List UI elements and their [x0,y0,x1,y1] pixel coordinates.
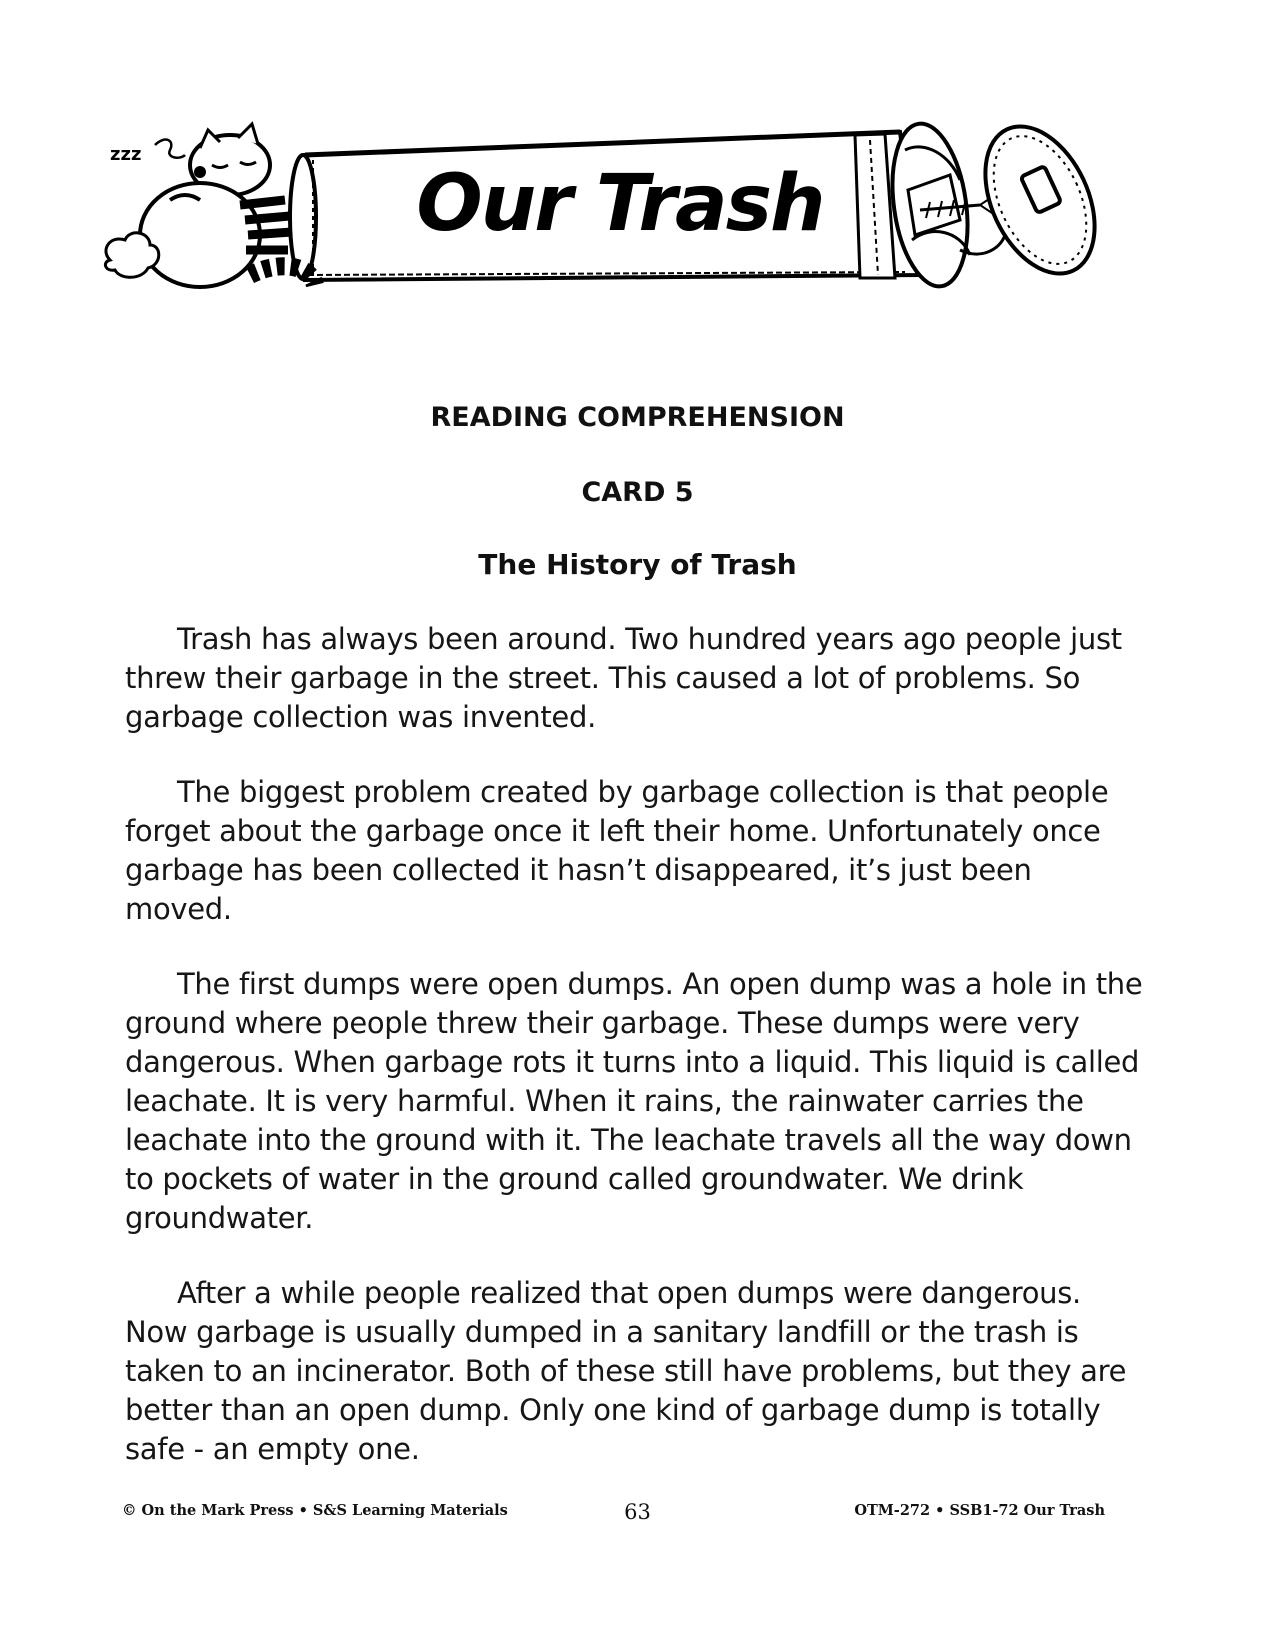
reading-passage [125,620,1145,1505]
section-heading: READING COMPREHENSION [430,402,845,433]
story-title: The History of Trash [478,548,797,581]
paragraph: Trash has always been around. Two hundred years ago people just threw their garbage in the street. This caused a lot of problems. So garbage collection was invented. [125,622,1122,734]
svg-text:zzz: zzz [110,144,142,165]
paragraph: The biggest problem created by garbage collection is that people forget about the garbage once it left their home. Unfortunately once garbage has been collected it hasn’t disappeared, it’s just been moved. [125,775,1109,926]
banner-title: Our Trash [416,159,824,249]
paragraph: The first dumps were open dumps. An open dump was a hole in the ground where people threw their garbage. These dumps were very dangerous. When garbage rots it turns into a liquid. This liquid is called leachate. It is very harmful. When it rains, the rainwater carries the leachate into the ground with it. The leachate travels all the way down to pockets of water in the ground called groundwater. We drink groundwater. [125,967,1143,1235]
title-banner [100,110,1140,330]
sleeping-cat-icon [105,124,315,287]
footer-publisher: © On the Mark Press • S&S Learning Materials [122,1502,508,1519]
card-heading: CARD 5 [581,477,694,508]
page-number: 63 [624,1500,651,1524]
footer-product-code: OTM-272 • SSB1-72 Our Trash [854,1502,1105,1519]
paragraph: After a while people realized that open dumps were dangerous. Now garbage is usually dumped in a sanitary landfill or the trash is taken to an incinerator. Both of these still have problems, but they are better than an open dump. Only one kind of garbage dump is totally safe - an empty one. [125,1276,1127,1466]
